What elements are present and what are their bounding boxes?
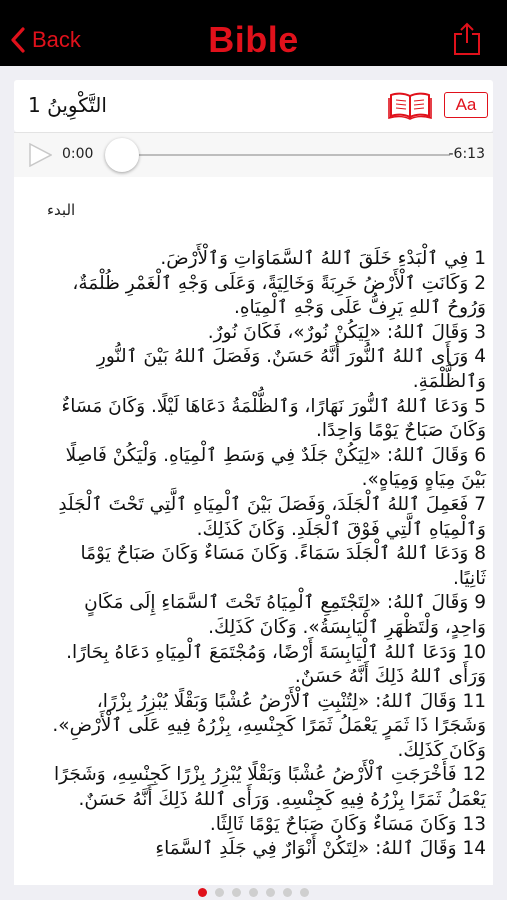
remaining-time: -6:13 — [448, 146, 485, 162]
play-button[interactable] — [28, 143, 52, 171]
verse: 2 وَكَانَتِ ٱلْأَرْضُ خَرِبَةً وَخَالِيَةً، وَعَلَى وَجْهِ ٱلْغَمْرِ ظُلْمَةٌ، وَرُوحُ ٱللهِ يَرِفُّ عَلَى وَجْهِ ٱلْمِيَاهِ. — [72, 272, 486, 319]
chapter-header — [14, 80, 493, 132]
back-label: Back — [32, 27, 81, 52]
page-dot[interactable] — [283, 888, 292, 897]
verse: 3 وَقَالَ ٱللهُ: «لِيَكُنْ نُورٌ»، فَكَانَ نُورٌ. — [207, 321, 486, 343]
navigation-bar — [0, 0, 507, 66]
play-icon — [28, 143, 52, 167]
verse: 11 وَقَالَ ٱللهُ: «لِتُنْبِتِ ٱلْأَرْضُ عُشْبًا وَبَقْلًا يُبْزِرُ بِزْرًا، وَشَجَرًا ذَا ثَمَرٍ يَعْمَلُ ثَمَرًا كَجِنْسِهِ، بِزْرُهُ فِيهِ عَلَى ٱلْأَرْضِ». وَكَانَ كَذَلِكَ. — [52, 690, 486, 761]
verse: 1 فِي ٱلْبَدْءِ خَلَقَ ٱللهُ ٱلسَّمَاوَاتِ وَٱلْأَرْضَ. — [160, 248, 486, 269]
share-icon — [453, 22, 481, 56]
page-dot[interactable] — [300, 888, 309, 897]
verse: 10 وَدَعَا ٱللهُ ٱلْيَابِسَةَ أَرْضًا، وَمُجْتَمَعَ ٱلْمِيَاهِ دَعَاهُ بِحَارًا. وَرَأَى ٱللهُ ذَلِكَ أَنَّهُ حَسَنٌ. — [66, 641, 486, 688]
section-heading: البدء — [47, 201, 76, 219]
verse: 9 وَقَالَ ٱللهُ: «لِتَجْتَمِعِ ٱلْمِيَاهُ تَحْتَ ٱلسَّمَاءِ إِلَى مَكَانٍ وَاحِدٍ، وَلْتَظْهَرِ ٱلْيَابِسَةُ». وَكَانَ كَذَلِكَ. — [84, 592, 486, 638]
share-button[interactable] — [453, 22, 481, 60]
page-dot[interactable] — [249, 888, 258, 897]
progress-track[interactable] — [122, 154, 450, 156]
app-title: Bible — [208, 19, 299, 60]
verse-list — [44, 247, 486, 862]
verse: 5 وَدَعَا ٱللهُ ٱلنُّورَ نَهَارًا، وَٱلظُّلْمَةُ دَعَاهَا لَيْلًا. وَكَانَ مَسَاءٌ وَكَانَ صَبَاحٌ يَوْمًا وَاحِدًا. — [61, 395, 486, 442]
progress-slider-thumb[interactable] — [105, 138, 139, 172]
current-time: 0:00 — [62, 146, 94, 162]
scripture-text[interactable] — [14, 177, 493, 885]
verse: 8 وَدَعَا ٱللهُ ٱلْجَلَدَ سَمَاءً. وَكَانَ مَسَاءٌ وَكَانَ صَبَاحٌ يَوْمًا ثَانِيًا. — [80, 543, 486, 589]
verse: 12 فَأَخْرَجَتِ ٱلْأَرْضُ عُشْبًا وَبَقْلًا يُبْزِرُ بِزْرًا كَجِنْسِهِ، وَشَجَرًا يَعْمَلُ ثَمَرًا بِزْرُهُ فِيهِ كَجِنْسِهِ. وَرَأَى ٱللهُ ذَلِكَ أَنَّهُ حَسَنٌ. — [53, 764, 486, 811]
open-book-icon[interactable] — [388, 90, 432, 124]
chapter-title[interactable]: التَّكْوِينُ 1 — [28, 93, 107, 117]
verse: 6 وَقَالَ ٱللهُ: «لِيَكُنْ جَلَدٌ فِي وَسَطِ ٱلْمِيَاهِ. وَلْيَكُنْ فَاصِلًا بَيْنَ مِيَاهٍ وَمِيَاهٍ». — [65, 444, 486, 491]
page-dot[interactable] — [198, 888, 207, 897]
verse: 7 فَعَمِلَ ٱللهُ ٱلْجَلَدَ، وَفَصَلَ بَيْنَ ٱلْمِيَاهِ ٱلَّتِي تَحْتَ ٱلْجَلَدِ وَٱلْمِيَاهِ ٱلَّتِي فَوْقَ ٱلْجَلَدِ. وَكَانَ كَذَلِكَ. — [58, 493, 486, 540]
page-indicator — [0, 884, 507, 900]
verse: 14 وَقَالَ ٱللهُ: «لِتَكُنْ أَنْوَارٌ فِي جَلَدِ ٱلسَّمَاءِ — [155, 838, 486, 860]
audio-player — [14, 132, 493, 178]
page-dot[interactable] — [266, 888, 275, 897]
verse: 4 وَرَأَى ٱللهُ ٱلنُّورَ أَنَّهُ حَسَنٌ. وَفَصَلَ ٱللهُ بَيْنَ ٱلنُّورِ وَٱلظُّلْمَةِ. — [96, 346, 486, 392]
page-dot[interactable] — [232, 888, 241, 897]
verse: 13 وَكَانَ مَسَاءٌ وَكَانَ صَبَاحٌ يَوْمًا ثَالِثًا. — [209, 813, 486, 835]
font-size-button[interactable]: Aa — [444, 92, 488, 118]
page-dot[interactable] — [215, 888, 224, 897]
